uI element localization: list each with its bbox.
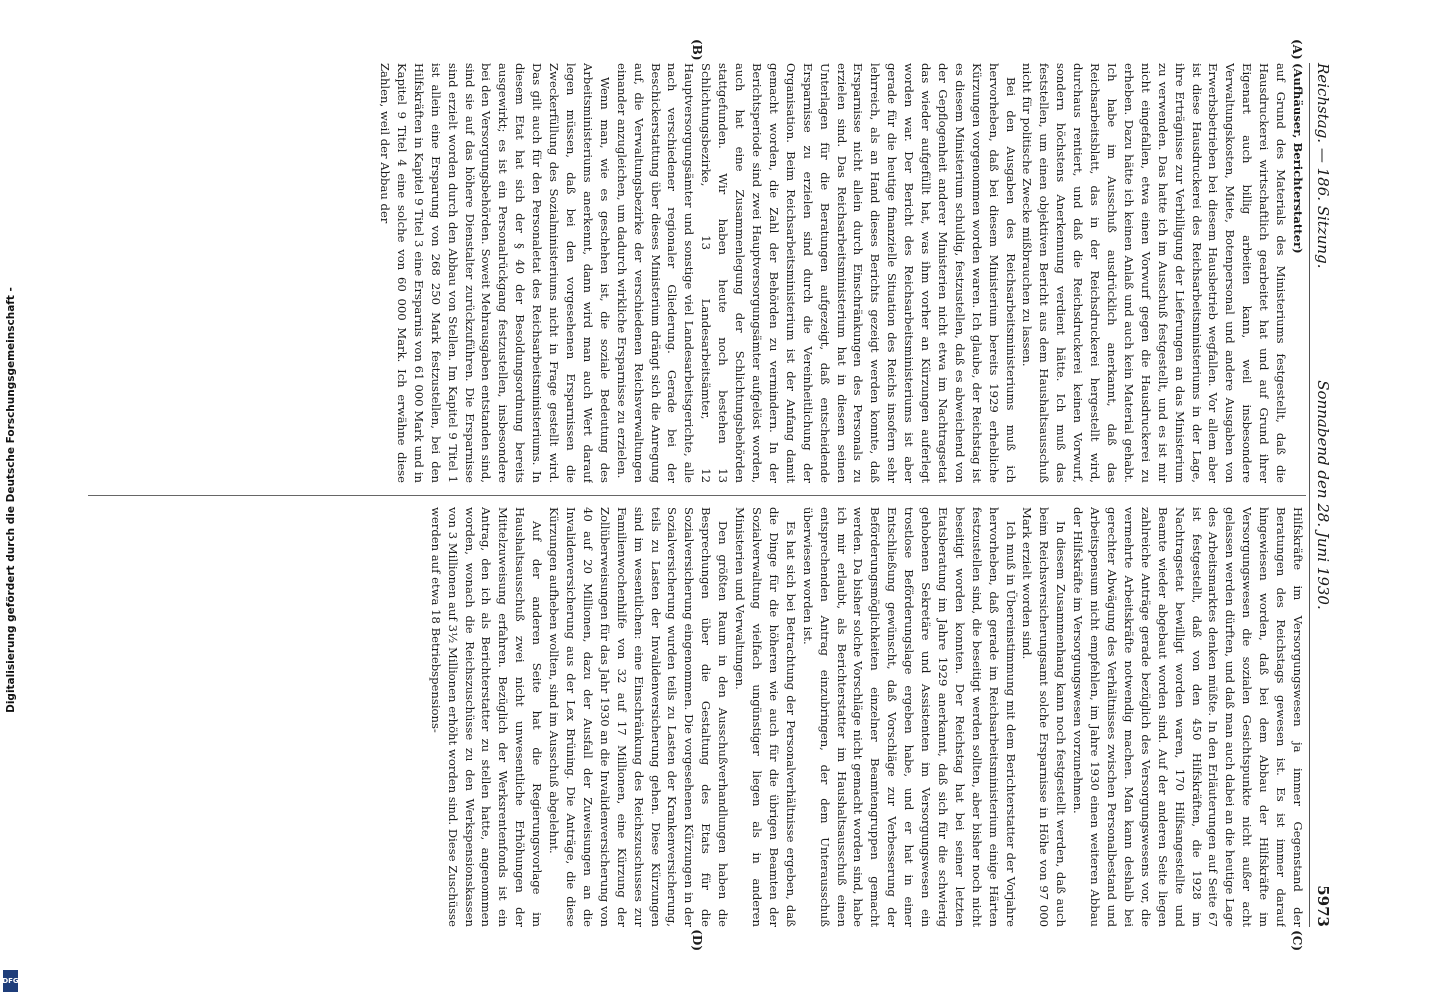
header-session: Reichstag. — 186. Sitzung. bbox=[1314, 63, 1332, 269]
paragraph: In diesem Zusammenhang kann noch festgestellt werden, daß auch beim Reichsversicherungsamt solche Ersparnisse in Höhe von 97 000 Mark erzielt worden sind. bbox=[1020, 507, 1069, 927]
digitization-credit bbox=[0, 0, 22, 1000]
paragraph: Bei den Ausgaben des Reichsarbeitsministeriums muß ich hervorheben, daß bei diesem Ministerium bereits 1929 erhebliche Kürzungen vorgenommen worden waren. Ich glaube, der Reichstag ist es diesem Ministerium schuldig, festzustellen, daß es abweichend von der Gepflogenheit anderer Ministerien nicht etwa im Nachtragsetat das wieder aufgefüllt hat, was ihm vorher an Kürzungen auferlegt worden war. Der Bericht des Reichsarbeitsministeriums ist aber gerade für die heutige finanzielle Situation des Reichs insofern sehr lehrreich, als an Hand dieses Berichts gezeigt werden konnte, daß Ersparnisse nicht allein durch Einschränkungen des Personals zu erzielen sind. Das Reichsarbeitsministerium hat in diesem seinen Unterlagen für die Beratungen aufgezeigt, daß entscheidende Ersparnisse zu erzielen sind durch die Vereinheitlichung der Organisation. Beim Reichsarbeitsministerium ist der Anfang damit gemacht worden, die Zahl der Behörden zu vermindern. In der Berichtsperiode sind zwei Hauptversorgungsämter aufgelöst worden, auch hat eine Zusammenlegung der Schlichtungsbehörden stattgefunden. Wir haben heute noch bestehen 13 Schlichtungsbezirke, 13 Landesarbeitsämter, 12 Hauptversorgungsämter und sonstige viel Landesarbeitsgerichte, alle nach verschiedener regionaler Gliederung. Gerade bei der Beschickerstattung über dieses Ministerium drängt sich die Anregung auf, die Verwaltungsbezirke der verschiedenen Reichsverwaltungen einander anzugleichen, um dadurch wirkliche Ersparnisse zu erzielen. bbox=[614, 63, 1018, 483]
paragraph: Den größten Raum in den Ausschußverhandlungen haben die Besprechungen über die Gestaltung des Etats für die Sozialversicherung eingenommen. Die vorgesehenen Kürzungen in der Sozialversicherung wurden teils zu Lasten der Krankenversicherung, teils zu Lasten der Invalidenversicherung gehen. Diese Kürzungen sind im wesentlichen: eine Einschränkung des Reichszuschusses zur Familienwochenhilfe von 32 auf 17 Millionen, eine Kürzung der Zollüberweisungen für das Jahr 1930 an die Invalidenversicherung von 40 auf 20 Millionen, dazu der Ausfall der Zuweisungen an die Invalidenversicherung aus der Lex Brüning. Die Anträge, die diese Kürzungen aufheben wollten, sind im Ausschuß abgelehnt. bbox=[547, 507, 731, 927]
dfg-logo: DFG bbox=[3, 970, 18, 992]
right-column bbox=[88, 507, 1306, 927]
header-date: Sonnabend den 28. Juni 1930. bbox=[1314, 380, 1332, 610]
page-number: 5973 bbox=[1314, 885, 1332, 927]
margin-marker-c: (C) bbox=[1290, 930, 1304, 951]
speaker-line: (Aufhäuser, Berichterstatter) bbox=[1291, 63, 1305, 254]
page-header bbox=[1309, 63, 1344, 927]
margin-marker-b: (B) bbox=[690, 39, 704, 61]
paragraph: Auf der anderen Seite hat die Regierungsvorlage im Haushaltsausschuß zwei nicht unwesentliche Erhöhungen der Mittelzuweisung erfahren. Bezüglich der Werksrentenfonds ist ein Antrag, den ich als Berichterstatter zu stellen hatte, angenommen worden, wonach die Reichszuschüsse zu den Werkspensionskassen von 3 Millionen auf 3½ Millionen erhöht worden sind. Diese Zuschüsse werden auf etwa 18 Betriebspensions- bbox=[428, 507, 545, 927]
column-divider bbox=[88, 495, 1306, 496]
page-frame bbox=[86, 40, 1346, 950]
paragraph: Wenn man, wie es geschehen ist, die soziale Bedeutung des Arbeitsministeriums anerkennt, dann wird man auch Wert darauf legen müssen, daß bei den vorgesehenen Ersparnissen die Zweckerfüllung des Sozialministeriums nicht in Frage gestellt wird. Das gilt auch für den Personaletat des Reichsarbeitsministeriums. In diesem Etat hat sich der § 40 der Besoldungsordnung bereits ausgewirkt; es ist ein Personalrückgang festzustellen, insbesondere bei den Versorgungsbehörden. Soweit Mehrausgaben entstanden sind, sind sie auf das höhere Dienstalter zurückzuführen. Die Ersparnisse sind erzielt worden durch den Abbau von Stellen. Im Kapitel 9 Titel 1 ist allein eine Ersparung von 268 250 Mark festzustellen, bei den Hilfskräften in Kapitel 9 Titel 3 eine Ersparnis von 61 000 Mark und in Kapitel 9 Titel 4 eine solche von 60 000 Mark. Ich erwähne diese Zahlen, weil der Abbau der bbox=[378, 63, 612, 483]
margin-marker-d: (D) bbox=[690, 929, 704, 951]
credit-text: Digitalisierung gefördert durch die Deutsche Forschungsgemeinschaft - bbox=[5, 287, 17, 713]
left-column bbox=[88, 63, 1306, 483]
document-page bbox=[88, 39, 1344, 951]
paragraph: Hilfskräfte im Versorgungswesen ja immer Gegenstand der Beratungen des Reichstags gewesen ist. Es ist immer darauf hingewiesen worden, daß bei dem Abbau der Hilfskräfte im Versorgungswesen die sozialen Gesichtspunkte nicht außer acht gelassen werden dürften, und daß man auch dabei an die heutige Lage des Arbeitsmarktes denken müßte. In den Erläuterungen auf Seite 67 ist festgestellt, daß von den 450 Hilfskräften, die 1928 im Nachtragsetat bewilligt worden waren, 170 Hilfsangestellte und Beamte wieder abgebaut worden sind. Auf der anderen Seite liegen zahlreiche Anträge gerade bezüglich des Versorgungswesens vor, die vermehrte Arbeitskräfte notwendig machen. Man kann deshalb bei gerechter Abwägung des Verhältnisses zwischen Personalbestand und Arbeitspensum nicht empfehlen, im Jahre 1930 einen weiteren Abbau der Hilfskräfte im Versorgungswesen vorzunehmen. bbox=[1071, 507, 1305, 927]
margin-marker-a: (A) bbox=[1290, 39, 1304, 60]
paragraph: auf Grund des Materials des Ministeriums festgestellt, daß die Hausdruckerei wirtschaftlich gearbeitet hat und auf Grund ihrer Eigenart auch billig arbeiten kann, weil insbesondere Verwaltungskosten, Miete, Botenpersonal und andere Ausgaben von Erwerbsbetrieben bei diesem Hausbetrieb wegfallen. Vor allem aber ist diese Hausdruckerei des Reichsarbeitsministeriums in der Lage, ihre Erträgnisse zur Verbilligung der Lieferungen an das Ministerium zu verwenden. Das hatte ich im Ausschuß festgestellt, und es ist mir nicht eingefallen, etwa einen Vorwurf gegen die Hausdruckerei zu erheben. Dazu hätte ich keinen Anlaß und auch kein Material gehabt. Ich habe im Ausschuß ausdrücklich anerkannt, daß das Reichsarbeitsblatt, das in der Reichsdruckerei hergestellt wird, durchaus rentiert, und daß die Reichsdruckerei keinen Vorwurf, sondern höchstens Anerkennung verdient hätte. Ich muß das feststellen, um einen objektiven Bericht aus dem Haushaltsausschuß nicht für politische Zwecke mißbrauchen zu lassen. bbox=[1020, 63, 1289, 483]
paragraph: Ich muß in Übereinstimmung mit dem Berichterstatter der Vorjahre hervorheben, daß gerade im Reichsarbeitsministerium einige Härten festzustellen sind, die beseitigt werden sollten, aber bisher noch nicht beseitigt worden konnten. Der Reichstag hat bei seiner letzten Etatsberatung im Jahre 1929 anerkannt, daß sich für die schwierig gehobenen Sekretäre und Assistenten im Versorgungswesen ein trostlose Beförderungslage ergeben habe, und er hat in einer Entschließung gewünscht, daß Vorschläge zur Verbesserung der Beförderungsmöglichkeiten einzelner Beamtengruppen gemacht werden. Da bisher solche Vorschläge nicht gemacht worden sind, habe ich mir erlaubt, als Berichterstatter im Haushaltsausschuß einen entsprechenden Antrag einzubringen, der dem Unterausschuß überwiesen worden ist. bbox=[800, 507, 1018, 927]
paragraph: Es hat sich bei Betrachtung der Personalverhältnisse ergeben, daß die Dinge für die höheren wie auch für die übrigen Beamten der Sozialverwaltung vielfach ungünstiger liegen als in anderen Ministerien und Verwaltungen. bbox=[733, 507, 798, 927]
